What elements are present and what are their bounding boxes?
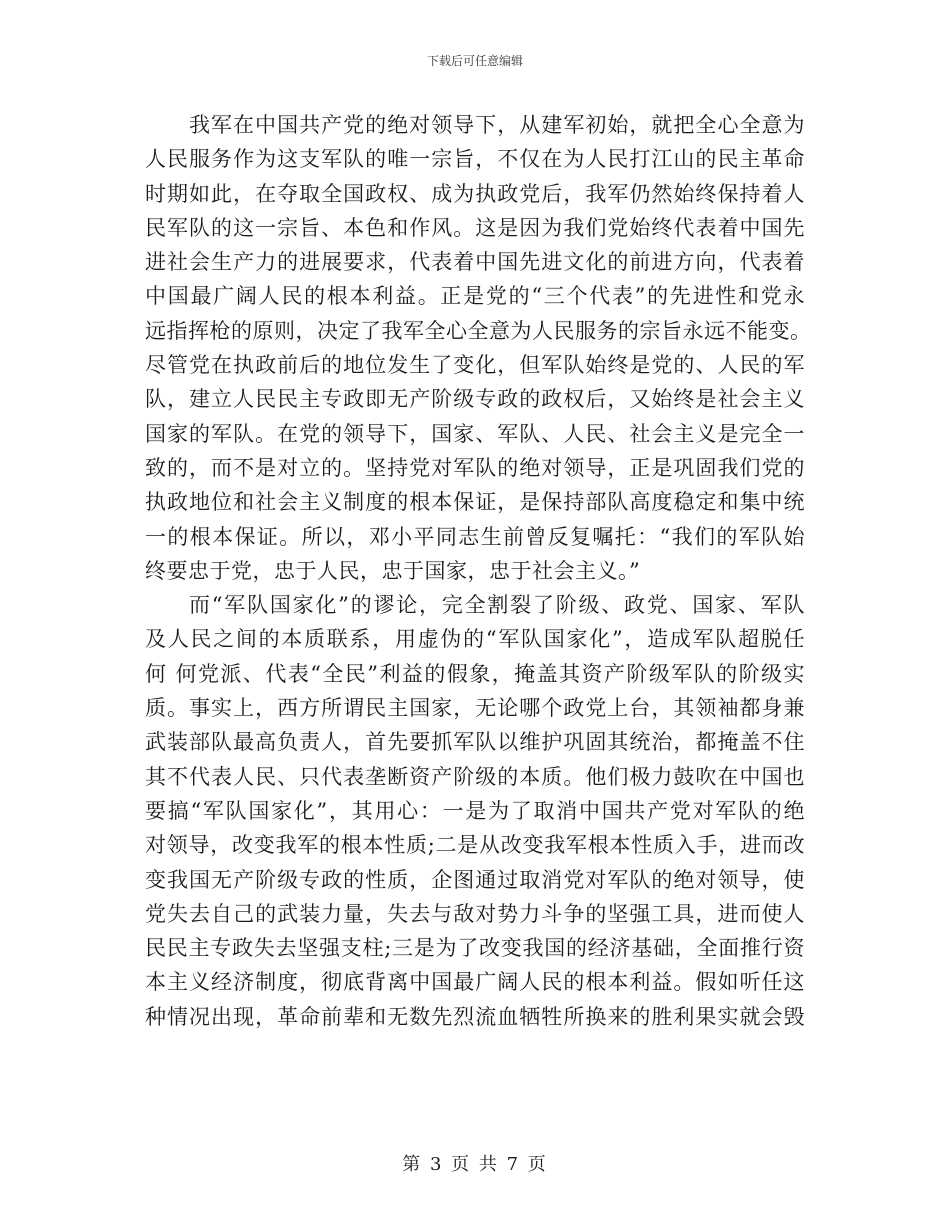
paragraph-1-line: 终要忠于党，忠于人民，忠于国家，忠于社会主义。”	[145, 558, 641, 583]
paragraph-1-line: 远指挥枪的原则，决定了我军全心全意为人民服务的宗旨永远不能变。	[145, 318, 812, 343]
paragraph-2-line: 民民主专政失去坚强支柱;三是为了改变我国的经济基础，全面推行资	[145, 936, 805, 961]
paragraph-2-line: 及人民之间的本质联系，用虚伪的“军队国家化”，造成军队超脱任	[145, 627, 805, 652]
paragraph-2-line: 对领导，改变我军的根本性质;二是从改变我军根本性质入手，进而改	[145, 833, 805, 858]
paragraph-2-line: 党失去自己的武装力量，失去与敌对势力斗争的坚强工具，进而使人	[145, 901, 805, 926]
paragraph-2-line: 而“军队国家化”的谬论，完全割裂了阶级、政党、国家、军队	[189, 593, 805, 618]
paragraph-2-line: 其不代表人民、只代表垄断资产阶级的本质。他们极力鼓吹在中国也	[145, 764, 805, 789]
paragraph-1-line: 中国最广阔人民的根本利益。正是党的“三个代表”的先进性和党永	[145, 284, 805, 309]
paragraph-2-line: 要搞“军队国家化”，其用心：一是为了取消中国共产党对军队的绝	[145, 798, 805, 823]
page-header: 下载后可任意编辑	[426, 54, 523, 68]
paragraph-1-line: 时期如此，在夺取全国政权、成为执政党后，我军仍然始终保持着人	[145, 181, 805, 206]
paragraph-1-line: 我军在中国共产党的绝对领导下，从建军初始，就把全心全意为	[189, 113, 805, 137]
paragraph-2-line: 武装部队最高负责人，首先要抓军队以维护巩固其统治，都掩盖不住	[145, 730, 805, 755]
paragraph-2-line: 质。事实上，西方所谓民主国家，无论哪个政党上台，其领袖都身兼	[145, 696, 805, 721]
paragraph-2-line: 种情况出现，革命前辈和无数先烈流血牺牲所换来的胜利果实就会毁	[145, 1004, 805, 1029]
paragraph-1-line: 队，建立人民民主专政即无产阶级专政的政权后，又始终是社会主义	[145, 387, 805, 412]
paragraph-2-line: 变我国无产阶级专政的性质，企图通过取消党对军队的绝对领导，使	[145, 867, 805, 892]
paragraph-1-line: 国家的军队。在党的领导下，国家、军队、人民、社会主义是完全一	[145, 421, 805, 446]
paragraph-2-line: 本主义经济制度，彻底背离中国最广阔人民的根本利益。假如听任这	[145, 970, 805, 995]
page-number-footer: 第 3 页 共 7 页	[402, 1154, 548, 1175]
paragraph-1-line: 执政地位和社会主义制度的根本保证，是保持部队高度稳定和集中统	[145, 490, 805, 515]
document-body	[145, 108, 812, 1034]
paragraph-1-line: 进社会生产力的进展要求，代表着中国先进文化的前进方向，代表着	[145, 250, 805, 275]
paragraph-1-line: 一的根本保证。所以，邓小平同志生前曾反复嘱托：“我们的军队始	[145, 524, 805, 549]
paragraph-1-line: 致的，而不是对立的。坚持党对军队的绝对领导，正是巩固我们党的	[145, 455, 805, 480]
paragraph-1-line: 民军队的这一宗旨、本色和作风。这是因为我们党始终代表着中国先	[145, 215, 805, 240]
paragraph-2-line: 何 何党派、代表“全民”利益的假象，掩盖其资产阶级军队的阶级实	[145, 661, 805, 686]
paragraph-1-line: 人民服务作为这支军队的唯一宗旨，不仅在为人民打江山的民主革命	[145, 147, 805, 172]
paragraph-1-line: 尽管党在执政前后的地位发生了变化，但军队始终是党的、人民的军	[145, 353, 805, 378]
